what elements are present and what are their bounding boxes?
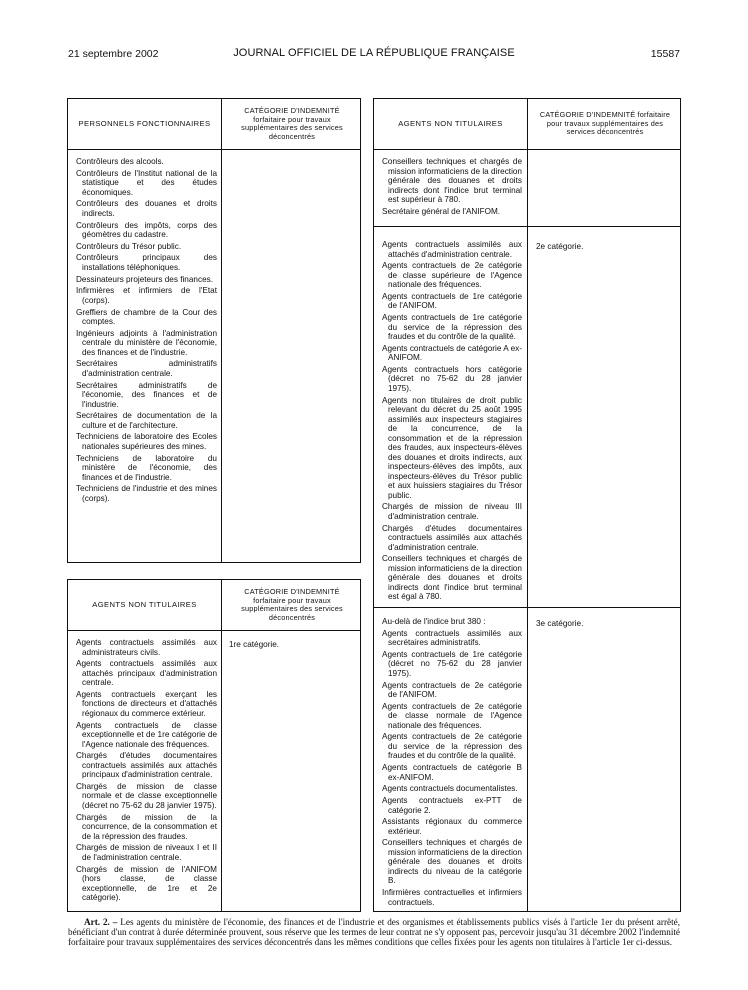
list-item: Conseillers techniques et chargés de mission informaticiens de la direction générale des douanes et droits indirects dont l'indice brut terminal est supérieur à 780. xyxy=(382,157,522,204)
header-divider xyxy=(374,149,680,150)
list-item: Dessinateurs projeteurs des finances. xyxy=(76,274,213,284)
column-header-categorie: CATÉGORIE D'INDEMNITÉ forfaitaire pour travaux supplémentaires des services déconcentrés xyxy=(241,106,343,141)
column-header-personnels: PERSONNELS FONCTIONNAIRES xyxy=(78,118,211,128)
fonctionnaires-list xyxy=(76,157,217,506)
article-label: Art. 2. – xyxy=(84,917,118,927)
category-label-1: 1re catégorie. xyxy=(229,640,280,649)
list-item: Chargés de mission de l'ANIFOM (hors classe, de classe exceptionnelle, de 1re et 2e catégorie). xyxy=(76,864,217,902)
group-divider-1 xyxy=(374,226,680,227)
list-item: Conseillers techniques et chargés de mission informaticiens de la direction générale des douanes et droits indirects dont l'indice brut terminal est égal à 780. xyxy=(382,554,522,602)
list-item: Greffiers de chambre de la Cour des comptes. xyxy=(76,307,217,326)
list-item: Ingénieurs adjoints à l'administration centrale du ministère de l'économie, des finances et de l'industrie. xyxy=(76,328,217,357)
agents-group-2 xyxy=(382,240,522,604)
group-divider-2 xyxy=(374,607,680,608)
list-item: Agents contractuels de 2e catégorie de l'ANIFOM. xyxy=(382,680,522,700)
list-item: Agents contractuels de 1re catégorie du service de la répression des fraudes et du contrôle de la qualité. xyxy=(382,313,522,342)
agents-group-3 xyxy=(382,617,522,909)
column-header-categorie: CATÉGORIE D'INDEMNITÉ forfaitaire pour travaux supplémentaires des services déconcentrés xyxy=(241,587,343,622)
list-item: Agents contractuels assimilés aux attachés principaux d'administration centrale. xyxy=(76,659,217,688)
list-item: Secrétaire général de l'ANIFOM. xyxy=(382,206,501,216)
column-header-agents: AGENTS NON TITULAIRES xyxy=(92,599,197,609)
header-date: 21 septembre 2002 xyxy=(68,48,159,60)
list-item: Agents contractuels de classe exceptionnelle et de 1re catégorie de l'Agence nationale des fréquences. xyxy=(76,720,217,749)
list-item: Techniciens de laboratoire des Ecoles nationales supérieures des mines. xyxy=(76,432,217,451)
table-fonctionnaires xyxy=(67,98,361,563)
header-page-number: 15587 xyxy=(650,48,680,60)
column-header-categorie: CATÉGORIE D'INDEMNITÉ forfaitaire pour travaux supplémentaires des services déconcentrés xyxy=(539,110,671,137)
list-item: Agents contractuels de catégorie B ex-ANIFOM. xyxy=(382,763,522,782)
list-item: Assistants régionaux du commerce extérieur. xyxy=(382,817,522,836)
category-label-2: 2e catégorie. xyxy=(536,242,584,251)
column-header-agents: AGENTS NON TITULAIRES xyxy=(398,118,503,128)
list-item: Secrétaires administratifs de l'économie, des finances et de l'industrie. xyxy=(76,380,217,409)
list-item: Secrétaires administratifs d'administration centrale. xyxy=(76,359,217,378)
list-item: Chargés de mission de niveau III d'administration centrale. xyxy=(382,502,522,521)
column-divider xyxy=(221,99,222,562)
list-item: Agents contractuels ex-PTT de catégorie 2. xyxy=(382,796,522,815)
list-item: Infirmières contractuelles et infirmiers contractuels. xyxy=(382,888,522,907)
list-item: Agents contractuels exerçant les fonctions de directeurs et d'attachés régionaux du commerce extérieur. xyxy=(76,689,217,718)
list-item: Contrôleurs des douanes et droits indirects. xyxy=(76,199,217,218)
list-item: Techniciens de laboratoire du ministère de l'économie, des finances et de l'industrie. xyxy=(76,453,217,482)
list-item: Chargés d'études documentaires contractuels assimilés aux attachés d'administration centrale. xyxy=(382,523,522,552)
list-item: Agents contractuels de catégorie A ex-ANIFOM. xyxy=(382,343,522,363)
list-item: Contrôleurs des impôts, corps des géomètres du cadastre. xyxy=(76,220,217,240)
list-item: Agents contractuels hors catégorie (décret no 75-62 du 28 janvier 1975). xyxy=(382,364,522,393)
list-item: Contrôleurs du Trésor public. xyxy=(76,241,182,251)
header-divider xyxy=(68,630,360,631)
list-item: Chargés de mission de classe normale et de classe exceptionnelle (décret no 75-62 du 28 janvier 1975). xyxy=(76,781,217,810)
list-item: Agents contractuels de 2e catégorie du service de la répression des fraudes et du contrôle de la qualité. xyxy=(382,732,522,761)
column-divider xyxy=(527,99,528,911)
header-title: JOURNAL OFFICIEL DE LA RÉPUBLIQUE FRANÇAISE xyxy=(233,47,515,59)
list-item: Agents contractuels de 2e catégorie de classe supérieure de l'Agence nationale des fréquences. xyxy=(382,261,522,290)
list-item: Techniciens de l'industrie et des mines (corps). xyxy=(76,484,217,503)
header-divider xyxy=(68,149,360,150)
list-item: Chargés de mission de la concurrence, de la consommation et de la répression des fraudes. xyxy=(76,812,217,841)
list-item: Agents contractuels de 2e catégorie de classe normale de l'Agence nationale des fréquences. xyxy=(382,701,522,730)
agents-group-1 xyxy=(382,157,522,218)
list-item: Contrôleurs de l'Institut national de la statistique et des études économiques. xyxy=(76,168,217,197)
list-item: Agents contractuels de 1re catégorie (décret no 75-62 du 28 janvier 1975). xyxy=(382,649,522,678)
list-item: Agents contractuels assimilés aux secrétaires administratifs. xyxy=(382,628,522,648)
list-item: Agents non titulaires de droit public relevant du décret du 25 août 1995 assimilés aux inspecteurs stagiaires de la concurrence, de la consommation et de la répression des fraudes, aux inspecteurs-élèves des douanes et droits indirects, aux inspecteurs-élèves des impôts, aux inspecteurs-élèves du Trésor public et aux huissiers stagiaires du Trésor public. xyxy=(382,395,522,500)
list-item: Chargés de mission de niveaux I et II de l'administration centrale. xyxy=(76,843,217,862)
list-item: Infirmières et infirmiers de l'Etat (corps). xyxy=(76,286,217,305)
list-item: Secrétaires de documentation de la culture et de l'architecture. xyxy=(76,411,217,430)
list-item: Conseillers techniques et chargés de mission informaticiens de la direction générale des douanes et droits indirects du niveau de la catégorie B. xyxy=(382,838,522,886)
list-item: Chargés d'études documentaires contractuels assimilés aux attachés principaux d'administration centrale. xyxy=(76,751,217,780)
table-agents-non-titulaires-left xyxy=(67,579,361,912)
list-item: Agents contractuels documentalistes. xyxy=(382,784,518,794)
article-text: Les agents du ministère de l'économie, des finances et de l'industrie et des organismes et établissements publics visés à l'article 1er du présent arrêté, bénéficiant d'un contrat à durée déterminée prouvent, sous réserve que les termes de leur contrat ne s'y opposent pas, percevoir jusqu'au 31 décembre 2002 l'indemnité forfaitaire pour travaux supplémentaires des services déconcentrés dans les mêmes conditions que celles fixées pour les agents non titulaires à l'article 1er ci-dessus. xyxy=(68,917,681,948)
list-item: Agents contractuels de 1re catégorie de l'ANIFOM. xyxy=(382,291,522,311)
category-label-3: 3e catégorie. xyxy=(536,619,584,628)
list-item: Contrôleurs des alcools. xyxy=(76,157,164,166)
list-item: Agents contractuels assimilés aux administrateurs civils. xyxy=(76,638,217,657)
article-2 xyxy=(68,917,680,948)
list-item: Contrôleurs principaux des installations téléphoniques. xyxy=(76,253,217,272)
agents-list-left xyxy=(76,638,217,905)
list-item: Agents contractuels assimilés aux attachés d'administration centrale. xyxy=(382,240,522,259)
table-agents-non-titulaires-right xyxy=(373,98,681,912)
list-item: Au-delà de l'indice brut 380 : xyxy=(382,617,486,626)
